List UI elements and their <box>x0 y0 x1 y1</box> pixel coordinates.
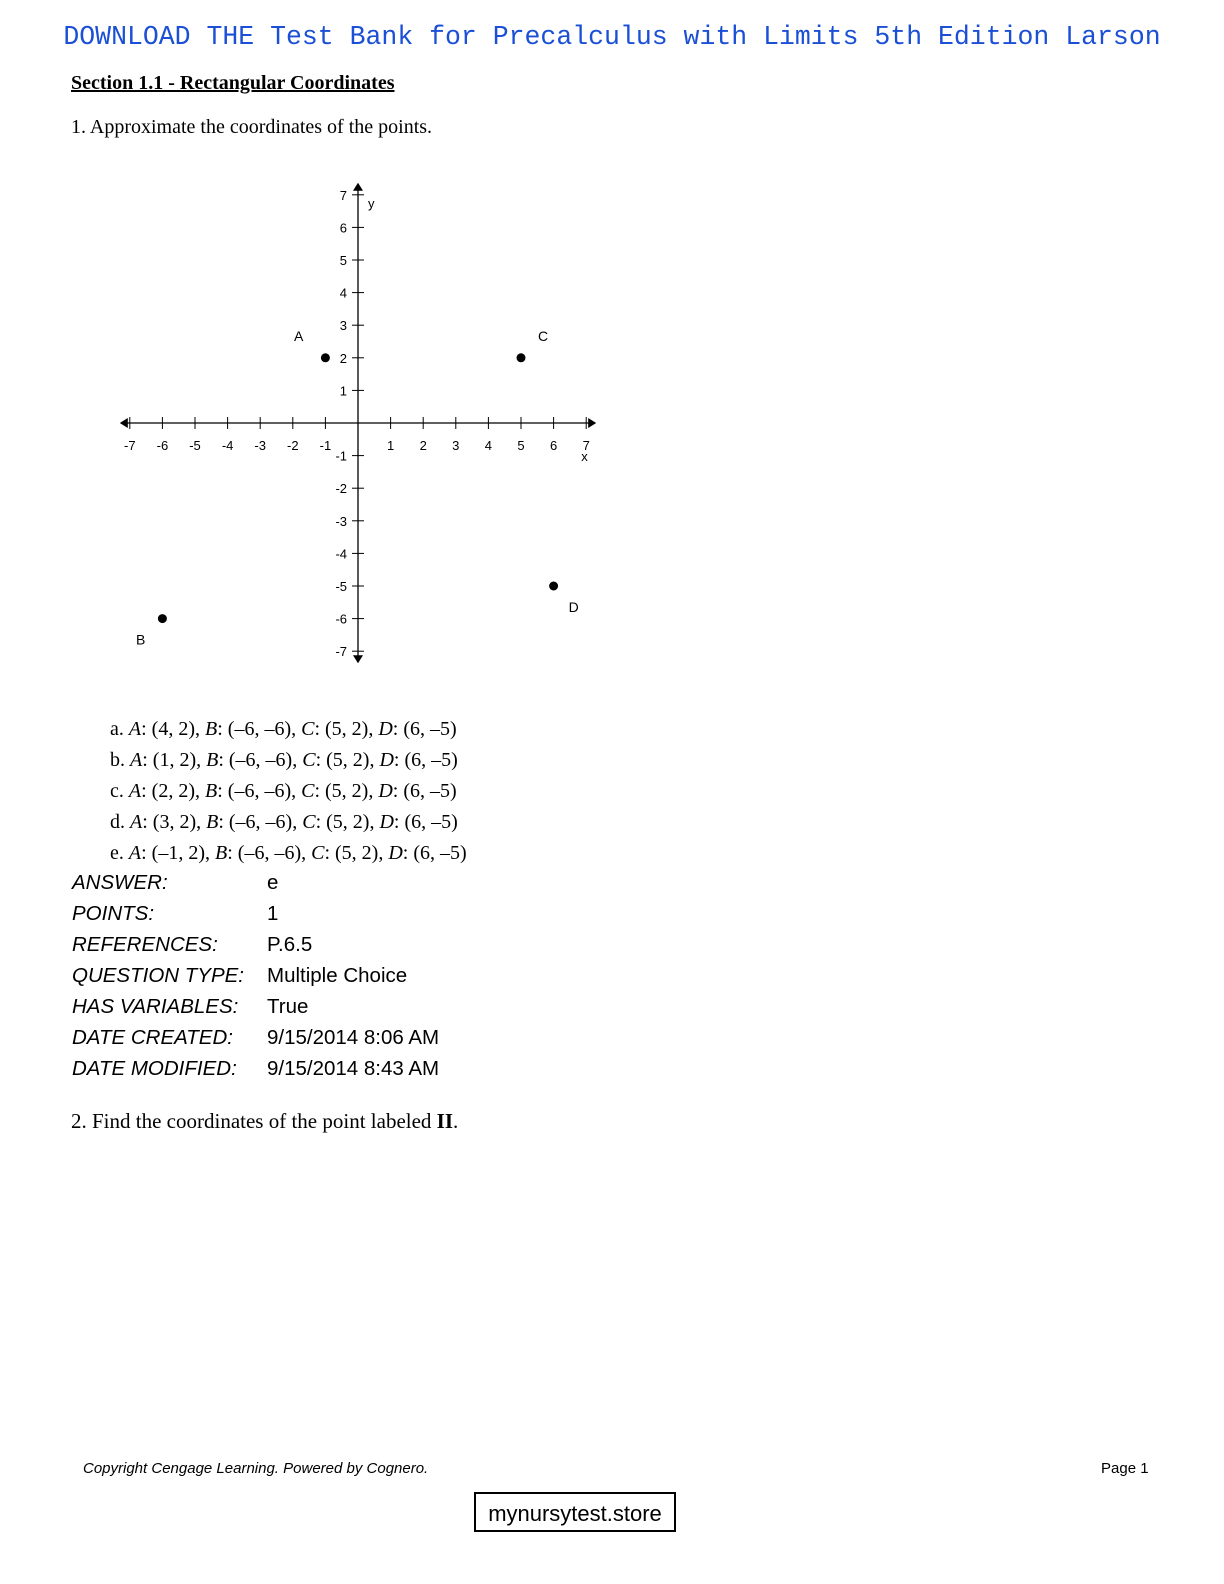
choice-e[interactable]: e. A: (–1, 2), B: (–6, –6), C: (5, 2), D: (6, –5) <box>110 842 467 864</box>
point-b-label: B <box>136 631 146 648</box>
y-tick-label: 2 <box>339 350 347 366</box>
point-c-marker <box>517 353 526 362</box>
meta-key: DATE CREATED: <box>72 1026 233 1049</box>
meta-value: True <box>267 995 309 1018</box>
y-tick-label: 5 <box>339 253 347 268</box>
point-d-label: D <box>568 599 579 615</box>
footer-page-number: Page 1 <box>1101 1460 1149 1477</box>
x-axis-label: x <box>581 449 588 464</box>
point-a-label: A <box>294 327 304 344</box>
meta-key: QUESTION TYPE: <box>72 964 244 987</box>
question-metadata <box>72 867 439 1084</box>
meta-key: REFERENCES: <box>72 933 218 956</box>
y-tick-label: 1 <box>339 383 347 399</box>
meta-row <box>72 991 439 1022</box>
y-tick-label: -2 <box>335 481 347 497</box>
x-tick-label: -7 <box>124 438 136 453</box>
x-tick-label: -2 <box>287 438 299 453</box>
meta-key: ANSWER: <box>72 871 168 894</box>
meta-row <box>72 898 439 929</box>
answer-choices <box>110 714 467 869</box>
meta-value: Multiple Choice <box>267 964 408 987</box>
x-axis-left-arrow <box>120 418 128 428</box>
question-1-text: 1. Approximate the coordinates of the points. <box>71 116 433 138</box>
y-tick-label: 7 <box>339 187 347 203</box>
meta-value: 9/15/2014 8:06 AM <box>267 1026 440 1049</box>
meta-value: P.6.5 <box>267 933 313 956</box>
download-banner[interactable]: DOWNLOAD THE Test Bank for Precalculus with Limits 5th Edition Larson <box>63 22 1161 52</box>
point-label-ii: II <box>436 1109 454 1133</box>
x-tick-label: 6 <box>549 438 558 453</box>
x-tick-label: 7 <box>582 438 590 453</box>
coordinate-plane <box>110 180 610 670</box>
y-tick-label: 3 <box>339 318 347 334</box>
meta-value: 1 <box>267 902 279 925</box>
x-tick-label: -5 <box>189 438 201 453</box>
y-tick-label: -5 <box>335 579 347 594</box>
meta-value: 9/15/2014 8:43 AM <box>267 1057 440 1080</box>
point-b-marker <box>158 614 167 623</box>
x-axis-right-arrow <box>588 418 596 428</box>
y-axis-label: y <box>368 195 375 211</box>
y-tick-label: -7 <box>335 644 347 660</box>
meta-row <box>72 960 439 991</box>
y-tick-label: 4 <box>339 285 347 301</box>
x-tick-label: -1 <box>319 438 332 453</box>
meta-key: POINTS: <box>72 902 155 925</box>
section-title: Section 1.1 - Rectangular Coordinates <box>71 72 395 94</box>
meta-key: DATE MODIFIED: <box>72 1057 237 1080</box>
y-tick-label: -1 <box>335 448 347 464</box>
choice-b[interactable]: b. A: (1, 2), B: (–6, –6), C: (5, 2), D: (6, –5) <box>110 749 458 771</box>
x-tick-label: 1 <box>386 438 395 453</box>
website-stamp[interactable]: mynursytest.store <box>474 1492 676 1532</box>
x-tick-label: 3 <box>452 438 460 453</box>
y-axis-up-arrow <box>353 183 363 191</box>
y-tick-label: -6 <box>335 611 347 627</box>
y-axis-down-arrow <box>353 655 363 663</box>
footer-copyright: Copyright Cengage Learning. Powered by Cognero. <box>83 1460 429 1477</box>
point-a-marker <box>321 353 330 362</box>
point-c-label: C <box>538 327 549 344</box>
meta-row <box>72 1022 439 1053</box>
y-tick-label: -4 <box>335 546 347 562</box>
x-tick-label: -4 <box>221 438 234 453</box>
x-tick-label: -3 <box>254 438 266 453</box>
meta-row <box>72 1053 439 1084</box>
meta-row <box>72 929 439 960</box>
meta-value: e <box>267 871 279 894</box>
x-tick-label: 2 <box>419 438 427 453</box>
x-tick-label: 5 <box>517 438 525 453</box>
meta-row <box>72 867 439 898</box>
point-d-marker <box>549 582 558 591</box>
x-tick-label: -6 <box>156 438 169 453</box>
x-tick-label: 4 <box>484 438 493 453</box>
question-2-text: 2. Find the coordinates of the point labeled II. <box>71 1109 459 1133</box>
meta-key: HAS VARIABLES: <box>72 995 239 1018</box>
choice-c[interactable]: c. A: (2, 2), B: (–6, –6), C: (5, 2), D: (6, –5) <box>110 780 457 802</box>
choice-a[interactable]: a. A: (4, 2), B: (–6, –6), C: (5, 2), D: (6, –5) <box>110 718 457 740</box>
y-tick-label: -3 <box>335 513 347 529</box>
y-tick-label: 6 <box>339 220 347 236</box>
choice-d[interactable]: d. A: (3, 2), B: (–6, –6), C: (5, 2), D: (6, –5) <box>110 811 458 833</box>
